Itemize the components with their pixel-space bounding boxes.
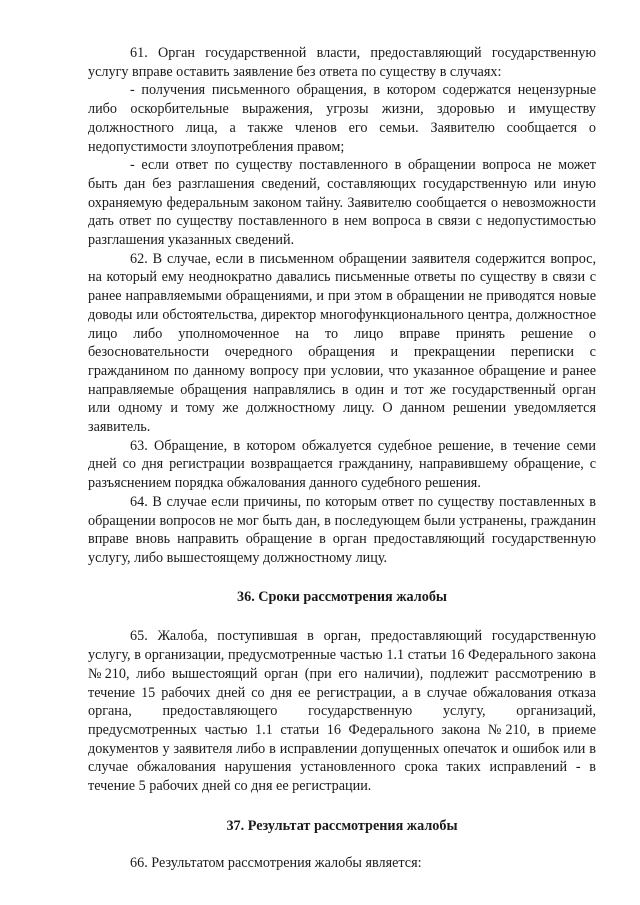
paragraph-64: 64. В случае если причины, по которым ответ по существу поставленных в обращении вопросов не мог быть дан, в последующем были устранены, гражданин вправе вновь направить обращение в орган предоставляющий государственную услугу, либо вышестоящему должностному лицу. xyxy=(88,493,596,566)
paragraph-62: 62. В случае, если в письменном обращении заявителя содержится вопрос, на который ему неоднократно давались письменные ответы по существу в связи с ранее направляемыми обращениями, и при этом в обращении не приводятся новые доводы или обстоятельства, директор многофункционального центра, должностное лицо либо уполномоченное на то лицо вправе принять решение о безосновательности очередного обращения и прекращении переписки с гражданином по данному вопросу при условии, что указанное обращение и ранее направляемые обращения направлялись в один и тот же государственный орган или одному и тому же должностному лицу. О данном решении уведомляется заявитель. xyxy=(88,250,596,436)
list-item-obscene-content: - получения письменного обращения, в котором содержатся нецензурные либо оскорбительные выражения, угрозы жизни, здоровью и имуществу должностного лица, а также членов его семьи. Заявителю сообщается о недопустимости злоупотребления правом; xyxy=(88,82,596,155)
section-heading-36: 36. Сроки рассмотрения жалобы xyxy=(237,588,447,605)
section-heading-37: 37. Результат рассмотрения жалобы xyxy=(226,817,458,834)
document-body xyxy=(88,44,596,873)
paragraph-63: 63. Обращение, в котором обжалуется судебное решение, в течение семи дней со дня регистрации возвращается гражданину, направившему обращение, с разъяснением порядка обжалования данного судебного решения. xyxy=(88,437,596,492)
paragraph-61: 61. Орган государственной власти, предоставляющий государственную услугу вправе оставить заявление без ответа по существу в случаях: xyxy=(88,45,596,80)
list-item-state-secret: - если ответ по существу поставленного в обращении вопроса не может быть дан без разглашения сведений, составляющих государственную или иную охраняемую федеральным законом тайну. Заявителю сообщается о невозможности дать ответ по существу поставленного в нем вопроса в связи с недопустимостью разглашения указанных сведений. xyxy=(88,157,596,249)
paragraph-65: 65. Жалоба, поступившая в орган, предоставляющий государственную услугу, в организации, предусмотренные частью 1.1 статьи 16 Федерального закона №210, либо вышестоящий орган (при его наличии), подлежит рассмотрению в течение 15 рабочих дней со дня ее регистрации, а в случае обжалования отказа органа, предоставляющего государственную услугу, организаций, предусмотренных частью 1.1 статьи 16 Федерального закона №210, в приеме документов у заявителя либо в исправлении допущенных опечаток и ошибок или в случае обжалования нарушения установленного срока таких исправлений - в течение 5 рабочих дней со дня ее регистрации. xyxy=(88,628,596,795)
paragraph-66: 66. Результатом рассмотрения жалобы является: xyxy=(130,855,422,872)
